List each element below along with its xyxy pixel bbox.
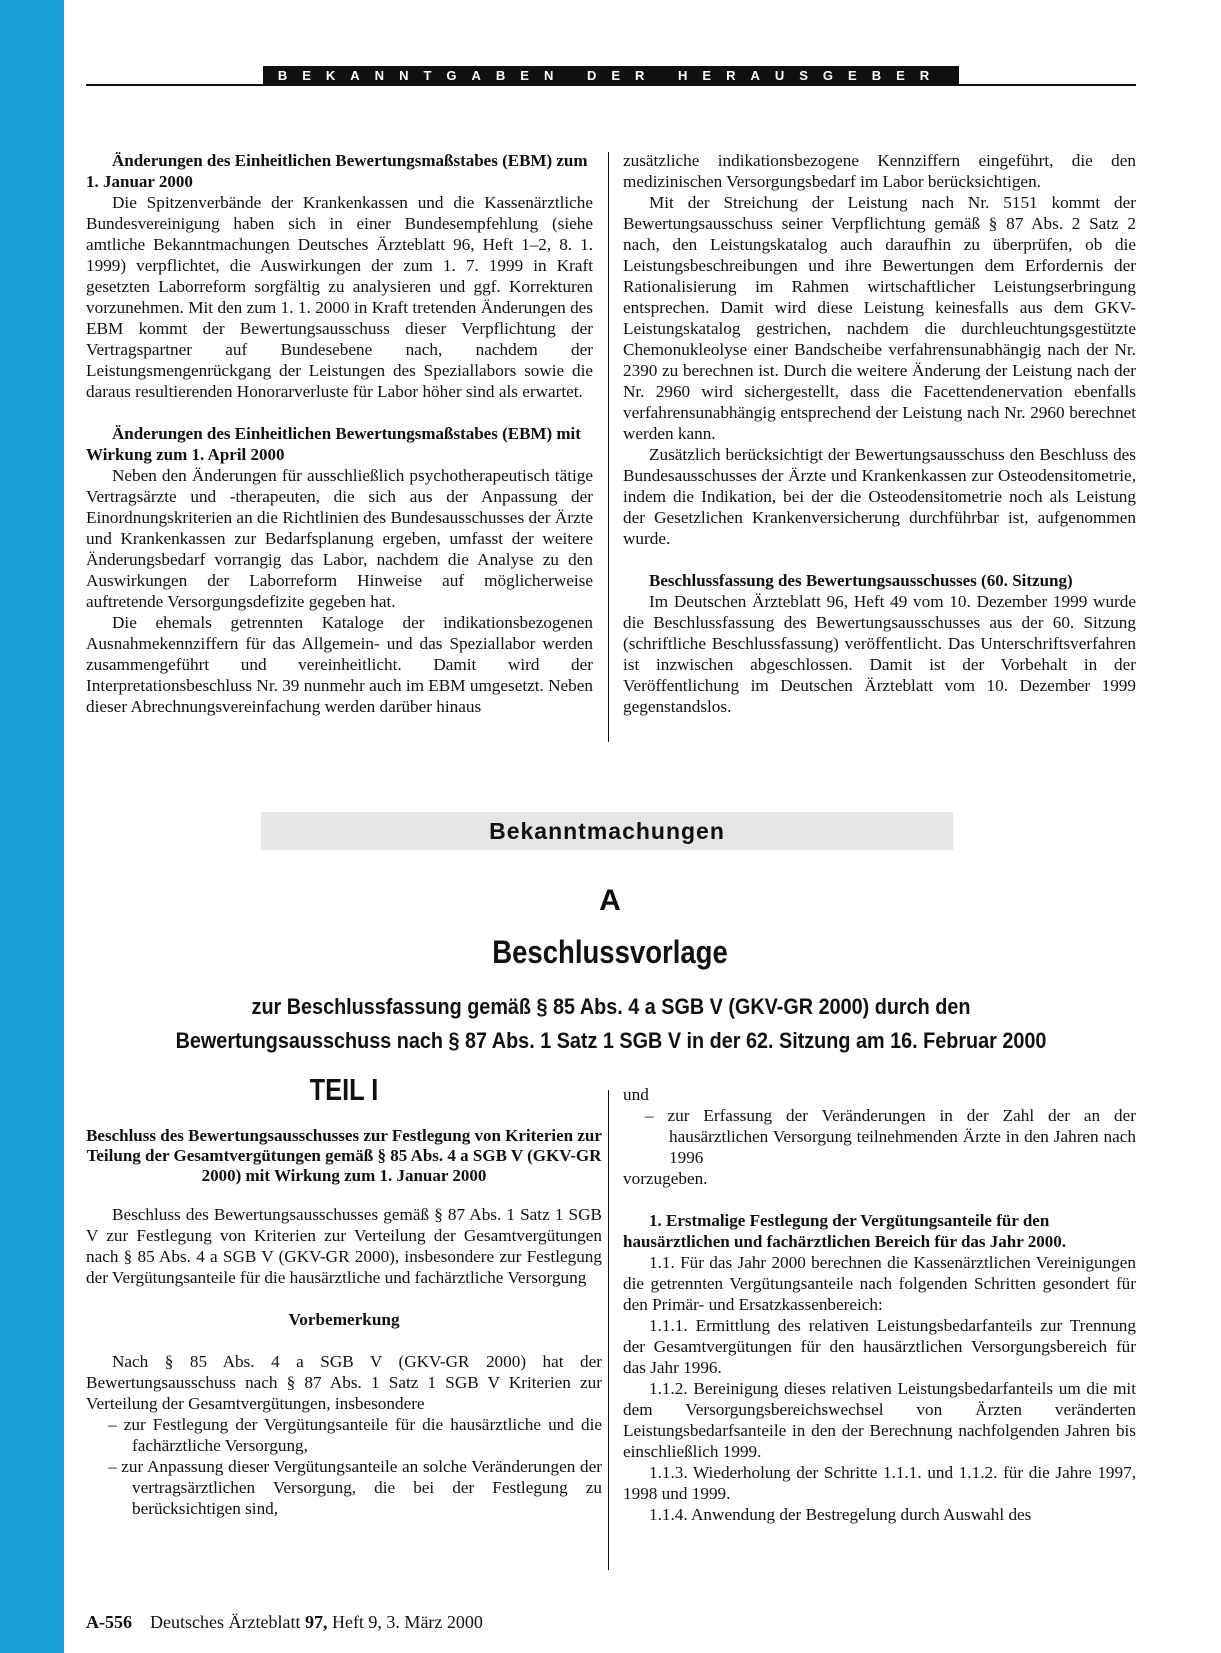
heading-erstmalige-festlegung: 1. Erstmalige Festlegung der Vergütungsanteile für den hausärztlichen und fachärztlichen Bereich für das Jahr 2000.: [623, 1211, 1066, 1251]
paragraph: zusätzliche indikationsbezogene Kennziffern eingeführt, die den medizinischen Versorgungsbedarf im Labor berücksichtigen.: [623, 151, 1136, 191]
paragraph: 1.1. Für das Jahr 2000 berechnen die Kassenärztlichen Vereinigungen die getrennten Vergütungsanteile nach folgenden Schritten gesondert für den Primär- und Ersatzkassenbereich:: [623, 1253, 1136, 1314]
paragraph: Die Spitzenverbände der Krankenkassen und die Kassenärztliche Bundesvereinigung haben sich in einer Bundesempfehlung (siehe amtliche Bekanntmachungen Deutsches Ärzteblatt 96, Heft 1–2, 8. 1. 1999) verpflichtet, die Auswirkungen der zum 1. 7. 1999 in Kraft gesetzten Laborreform sorgfältig zu analysieren und ggf. Korrekturen vorzunehmen. Mit den zum 1. 1. 2000 in Kraft tretenden Änderungen des EBM kommt der Bewertungsausschuss dieser Verpflichtung der Vertragspartner auf Bundesebene nach, nachdem der Leistungsmengenrückgang der Leistungen des Speziallabors sowie die daraus resultierenden Honorarverluste für Labor höher sind als erwartet.: [86, 193, 593, 401]
column-divider: [608, 152, 609, 742]
paragraph: 1.1.1. Ermittlung des relativen Leistungsbedarfanteils zur Trennung der Gesamtvergütungen für den hausärztlichen Versorgungsbereich für das Jahr 1996.: [623, 1316, 1136, 1377]
subtitle-line-2: Bewertungsausschuss nach § 87 Abs. 1 Satz 1 SGB V in der 62. Sitzung am 16. Februar 2000: [175, 1028, 1047, 1053]
page-footer: [86, 1612, 483, 1633]
bottom-left-column: [86, 1204, 602, 1519]
paragraph: Mit der Streichung der Leistung nach Nr. 5151 kommt der Bewertungsausschuss seiner Verpflichtung gemäß § 87 Abs. 2 Satz 2 nach, den Leistungskatalog auch daraufhin zu überprüfen, ob die Leistungsbeschreibungen und ihre Bewertungen dem Erfordernis der Rationalisierung im Rahmen wirtschaftlicher Leistungserbringung entsprechen. Damit wird diese Leistung keinesfalls aus dem GKV-Leistungskatalog gestrichen, nachdem die durchleuchtungsgestützte Chemonukleolyse einer Bandscheibe verfahrensunabhängig nach der Nr. 2390 zu berechnen ist. Durch die weitere Änderung der Leistung nach der Nr. 2960 wird sichergestellt, dass die Facettendenervation ebenfalls verfahrensunabhängig entsprechend der Leistung nach Nr. 2960 berechnet werden kann.: [623, 193, 1136, 443]
bottom-right-column: [623, 1084, 1136, 1525]
teil-heading: TEIL I: [309, 1072, 379, 1107]
left-color-bar: [0, 0, 64, 1653]
paragraph: Zusätzlich berücksichtigt der Bewertungsausschuss den Beschluss des Bundesausschusses der Ärzte und Krankenkassen zur Osteodensitometrie, indem die Indikation, bei der die Osteodensitometrie noch als Leistung der Gesetzlichen Krankenversicherung durchführbar ist, aufgenommen wurde.: [623, 445, 1136, 548]
section-heading-ebm-apr: Änderungen des Einheitlichen Bewertungsmaßstabes (EBM) mit Wirkung zum 1. April 2000: [86, 424, 581, 464]
main-title: Beschlussvorlage: [492, 934, 728, 970]
paragraph: 1.1.3. Wiederholung der Schritte 1.1.1. und 1.1.2. für die Jahre 1997, 1998 und 1999.: [623, 1463, 1136, 1503]
paragraph: Im Deutschen Ärzteblatt 96, Heft 49 vom 10. Dezember 1999 wurde die Beschlussfassung des Bewertungsausschusses aus der 60. Sitzung (schriftliche Beschlussfassung) veröffentlicht. Das Unterschriftsverfahren ist inzwischen abgeschlossen. Damit ist der Vorbehalt in der Veröffentlichung im Deutschen Ärzteblatt vom 10. Dezember 1999 gegenstandslos.: [623, 592, 1136, 716]
paragraph: Neben den Änderungen für ausschließlich psychotherapeutisch tätige Vertragsärzte und -therapeuten, die sich aus der Anpassung der Einordnungskriterien an die Richtlinien des Bundesausschusses der Ärzte und Krankenkassen zur Bedarfsplanung ergeben, umfasst der weitere Änderungsbedarf vorrangig das Labor, nachdem die Analyse zu den Auswirkungen der Laborreform Hinweise auf möglicherweise auftretende Versorgungsdefizite gegeben hat.: [86, 466, 593, 611]
top-left-column: [86, 150, 593, 717]
page-number: A-556: [86, 1612, 132, 1632]
paragraph: Die ehemals getrennten Kataloge der indikationsbezogenen Ausnahmekennziffern für das Allgemein- und das Speziallabor werden zusammengeführt und vereinheitlicht. Damit wird der Interpretationsbeschluss Nr. 39 nunmehr auch im EBM umgesetzt. Neben dieser Abrechnungsvereinfachung werden darüber hinaus: [86, 613, 593, 716]
journal-name: Deutsches Ärzteblatt: [150, 1612, 301, 1632]
teil-subheading: Beschluss des Bewertungsausschusses zur Festlegung von Kriterien zur Teilung der Gesamtvergütungen gemäß § 85 Abs. 4 a SGB V (GKV-GR 2000) mit Wirkung zum 1. Januar 2000: [86, 1126, 602, 1185]
top-right-column: [623, 150, 1136, 717]
journal-issue: Heft 9, 3. März 2000: [331, 1612, 483, 1632]
column-divider: [608, 1090, 609, 1570]
dash-item: – zur Festlegung der Vergütungsanteile für die hausärztliche und die fachärztliche Versorgung,: [108, 1415, 602, 1455]
dash-item: – zur Erfassung der Veränderungen in der Zahl der an der hausärztlichen Versorgung teilnehmenden Ärzte in den Jahren nach 1996: [645, 1106, 1136, 1167]
section-letter: A: [599, 884, 621, 917]
section-header: BEKANNTGABEN DER HERAUSGEBER: [263, 66, 959, 85]
header-rule: [86, 84, 1136, 86]
paragraph: 1.1.2. Bereinigung dieses relativen Leistungsbedarfanteils um die mit dem Versorgungsbereichswechsel von Ärzten veränderten Leistungsbedarfsanteile in den der Berechnung nachfolgenden Jahren bis einschließlich 1999.: [623, 1379, 1136, 1461]
subtitle-line-1: zur Beschlussfassung gemäß § 85 Abs. 4 a SGB V (GKV-GR 2000) durch den: [251, 994, 971, 1019]
dash-item: – zur Anpassung dieser Vergütungsanteile an solche Veränderungen der vertragsärztlichen Versorgung, die bei der Festlegung zu berücksichtigen sind,: [108, 1457, 602, 1518]
vorbemerkung-heading: Vorbemerkung: [288, 1310, 400, 1329]
subtitle: [86, 990, 1136, 1058]
paragraph: Nach § 85 Abs. 4 a SGB V (GKV-GR 2000) hat der Bewertungsausschuss nach § 87 Abs. 1 Satz 1 SGB V Kriterien zur Verteilung der Gesamtvergütungen, insbesondere: [86, 1352, 602, 1413]
paragraph: und: [623, 1085, 649, 1104]
section-heading-beschluss-60: Beschlussfassung des Bewertungsausschusses (60. Sitzung): [649, 571, 1073, 590]
paragraph: vorzugeben.: [623, 1169, 708, 1188]
journal-volume: 97,: [304, 1612, 328, 1632]
section-heading-ebm-jan: Änderungen des Einheitlichen Bewertungsmaßstabes (EBM) zum 1. Januar 2000: [86, 151, 588, 191]
paragraph: 1.1.4. Anwendung der Bestregelung durch Auswahl des: [649, 1505, 1032, 1524]
bekanntmachungen-banner: Bekanntmachungen: [261, 812, 953, 850]
paragraph: Beschluss des Bewertungsausschusses gemäß § 87 Abs. 1 Satz 1 SGB V zur Festlegung von Kriterien zur Verteilung der Gesamtvergütungen nach § 85 Abs. 4 a SGB V (GKV-GR 2000), insbesondere zur Festlegung der Vergütungsanteile für die hausärztliche und fachärztliche Versorgung: [86, 1205, 602, 1287]
